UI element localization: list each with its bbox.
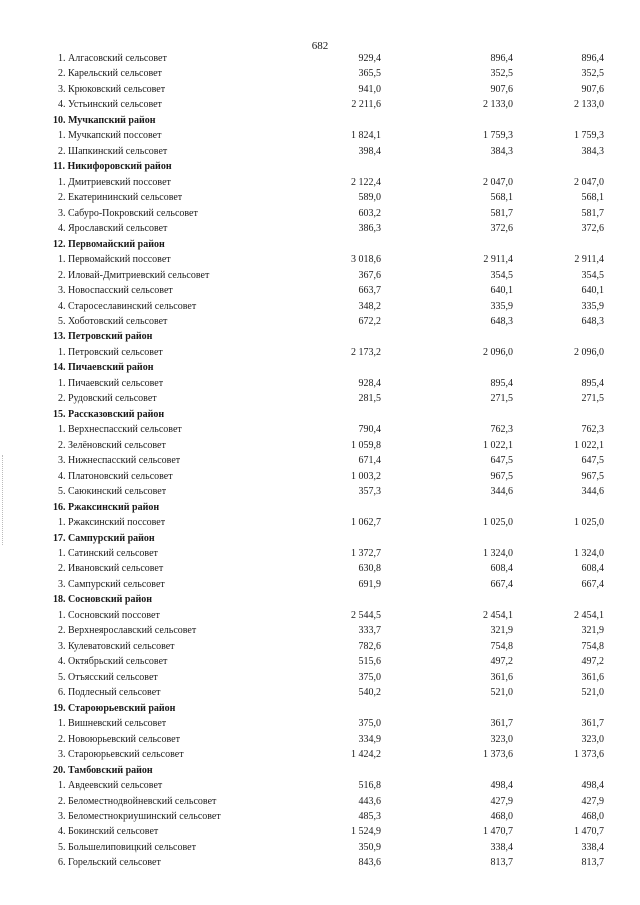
value-col-3: 2 911,4	[574, 254, 604, 266]
value-col-2: 1 324,0	[483, 548, 513, 559]
district-name: 19. Староюрьевский район	[53, 702, 176, 714]
value-col-3: 1 373,6	[574, 749, 604, 761]
value-col-3: 498,4	[581, 780, 604, 792]
value-col-3: 344,6	[581, 486, 604, 498]
value-col-3: 323,0	[581, 733, 604, 745]
district-name: 16. Ржаксинский район	[53, 501, 160, 513]
value-col-2: 2 911,4	[483, 254, 513, 266]
municipality-name: 3. Кулеватовский сельсовет	[58, 640, 175, 652]
municipality-name: 5. Большелиповицкий сельсовет	[58, 841, 196, 853]
district-header-row	[0, 329, 640, 344]
value-col-2: 323,0	[490, 733, 513, 745]
value-col-2: 468,0	[490, 810, 513, 822]
value-col-1: 1 372,7	[351, 548, 381, 559]
table-row	[0, 252, 640, 267]
municipality-name: 2. Карельский сельсовет	[58, 68, 162, 80]
value-col-1: 663,7	[358, 285, 381, 297]
municipality-name: 1. Вишневский сельсовет	[58, 718, 167, 730]
value-col-1: 2 122,4	[351, 176, 381, 188]
table-row	[0, 469, 640, 484]
municipality-name: 4. Платоновский сельсовет	[58, 470, 173, 482]
district-name: 20. Тамбовский район	[53, 764, 153, 776]
value-col-2: 2 133,0	[483, 99, 513, 111]
value-col-3: 352,5	[581, 68, 604, 80]
value-col-2: 2 096,0	[483, 346, 513, 358]
value-col-2: 762,3	[490, 424, 513, 436]
table-row	[0, 422, 640, 437]
value-col-1: 375,0	[358, 718, 381, 730]
value-col-3: 754,8	[581, 640, 604, 652]
value-col-2: 1 373,6	[483, 749, 513, 761]
value-col-2: 372,6	[490, 223, 513, 235]
value-col-1: 1 059,8	[351, 439, 381, 451]
value-col-2: 427,9	[490, 795, 513, 807]
value-col-1: 357,3	[358, 486, 381, 498]
municipality-name: 6. Подлесный сельсовет	[58, 687, 161, 699]
value-col-2: 754,8	[490, 640, 513, 652]
municipality-name: 4. Старосеславинский сельсовет	[58, 300, 197, 312]
municipality-name: 1. Верхнеспасский сельсовет	[58, 424, 182, 436]
value-col-1: 367,6	[358, 269, 381, 281]
value-col-2: 1 470,7	[483, 826, 513, 838]
table-row	[0, 268, 640, 283]
value-col-2: 354,5	[490, 269, 513, 281]
value-col-1: 790,4	[358, 424, 381, 436]
table-row	[0, 376, 640, 391]
value-col-2: 608,4	[490, 563, 513, 575]
value-col-3: 2 454,1	[574, 609, 604, 621]
municipality-name: 1. Мучкапский поссовет	[58, 130, 162, 142]
value-col-3: 338,4	[581, 841, 604, 853]
value-col-2: 568,1	[490, 192, 513, 204]
district-header-row	[0, 701, 640, 716]
table-row	[0, 561, 640, 576]
municipality-name: 2. Зелёновский сельсовет	[58, 439, 166, 451]
value-col-1: 443,6	[358, 795, 381, 807]
value-col-1: 671,4	[358, 455, 381, 467]
value-col-3: 1 470,7	[574, 826, 604, 838]
value-col-2: 895,4	[490, 377, 513, 389]
page-number: 682	[311, 40, 329, 52]
value-col-2: 521,0	[490, 687, 513, 699]
table-row	[0, 623, 640, 638]
table-row	[0, 283, 640, 298]
value-col-1: 2 544,5	[351, 609, 381, 621]
table-row	[0, 438, 640, 453]
table-row	[0, 66, 640, 81]
municipality-name: 3. Крюковский сельсовет	[58, 83, 166, 95]
value-col-3: 497,2	[581, 656, 604, 668]
value-col-3: 640,1	[581, 285, 604, 297]
value-col-1: 928,4	[358, 377, 381, 389]
table-row	[0, 175, 640, 190]
municipality-name: 2. Беломестнодвойневский сельсовет	[58, 795, 217, 807]
municipality-name: 3. Сампурский сельсовет	[58, 578, 165, 590]
district-header-row	[0, 360, 640, 375]
value-col-2: 352,5	[490, 68, 513, 80]
municipality-name: 5. Отъясский сельсовет	[58, 671, 158, 683]
value-col-3: 967,5	[581, 470, 604, 482]
table-row	[0, 314, 640, 329]
district-name: 17. Сампурский район	[53, 532, 155, 544]
value-col-1: 515,6	[358, 656, 381, 668]
value-col-2: 647,5	[490, 455, 513, 467]
district-header-row	[0, 531, 640, 546]
value-col-3: 335,9	[581, 300, 604, 312]
table-row	[0, 345, 640, 360]
value-col-1: 672,2	[358, 315, 381, 327]
district-name: 13. Петровский район	[53, 331, 153, 343]
value-col-2: 813,7	[490, 857, 513, 869]
municipality-name: 1. Первомайский поссовет	[58, 254, 171, 266]
municipality-name: 3. Сабуро-Покровский сельсовет	[58, 207, 198, 219]
value-col-2: 335,9	[490, 300, 513, 312]
value-col-1: 782,6	[358, 640, 381, 652]
table-row	[0, 824, 640, 839]
value-col-3: 1 025,0	[574, 517, 604, 529]
table-row	[0, 51, 640, 66]
value-col-3: 427,9	[581, 795, 604, 807]
table-row	[0, 685, 640, 700]
value-col-2: 667,4	[490, 578, 513, 590]
value-col-3: 647,5	[581, 455, 604, 467]
district-name: 14. Пичаевский район	[53, 362, 154, 374]
value-col-2: 581,7	[490, 207, 513, 219]
value-col-1: 2 173,2	[351, 346, 381, 358]
value-col-1: 540,2	[358, 687, 381, 699]
table-row	[0, 732, 640, 747]
value-col-3: 907,6	[581, 83, 604, 95]
table-row	[0, 577, 640, 592]
table-row	[0, 221, 640, 236]
table-row	[0, 747, 640, 762]
value-col-2: 1 022,1	[483, 439, 513, 451]
table-row	[0, 97, 640, 112]
municipality-name: 4. Октябрьский сельсовет	[58, 656, 168, 668]
value-col-1: 843,6	[358, 857, 381, 869]
municipality-name: 5. Саюкинский сельсовет	[58, 486, 167, 498]
municipality-name: 2. Иловай-Дмитриевский сельсовет	[58, 269, 210, 281]
municipality-name: 4. Устьинский сельсовет	[58, 99, 162, 111]
value-col-2: 384,3	[490, 145, 513, 157]
value-col-2: 1 759,3	[483, 130, 513, 142]
municipality-name: 3. Староюрьевский сельсовет	[58, 749, 184, 761]
table-row	[0, 546, 640, 561]
table-row	[0, 855, 640, 870]
district-header-row	[0, 407, 640, 422]
value-col-3: 895,4	[581, 377, 604, 389]
value-col-3: 896,4	[581, 53, 604, 64]
table-row	[0, 515, 640, 530]
value-col-3: 1 324,0	[574, 548, 604, 559]
table-row	[0, 128, 640, 143]
municipality-name: 2. Новоюрьевский сельсовет	[58, 733, 180, 745]
value-col-1: 1 524,9	[351, 826, 381, 838]
table-row	[0, 144, 640, 159]
value-col-1: 375,0	[358, 671, 381, 683]
value-col-3: 361,6	[581, 671, 604, 683]
table-row	[0, 809, 640, 824]
value-col-1: 350,9	[358, 841, 381, 853]
value-col-2: 648,3	[490, 315, 513, 327]
municipality-name: 1. Алгасовский сельсовет	[58, 53, 167, 64]
district-header-row	[0, 500, 640, 515]
value-col-3: 581,7	[581, 207, 604, 219]
municipality-name: 2. Екатерининский сельсовет	[58, 192, 183, 204]
value-col-2: 271,5	[490, 393, 513, 405]
municipality-name: 1. Петровский сельсовет	[58, 346, 163, 358]
municipality-name: 1. Дмитриевский поссовет	[58, 176, 171, 188]
table-row	[0, 840, 640, 855]
value-col-3: 568,1	[581, 192, 604, 204]
value-col-2: 896,4	[490, 53, 513, 64]
value-col-1: 929,4	[358, 53, 381, 64]
district-header-row	[0, 592, 640, 607]
municipality-name: 4. Бокинский сельсовет	[58, 826, 159, 838]
table-row	[0, 484, 640, 499]
value-col-1: 1 003,2	[351, 470, 381, 482]
value-col-1: 334,9	[358, 733, 381, 745]
value-col-1: 630,8	[358, 563, 381, 575]
district-header-row	[0, 237, 640, 252]
district-name: 10. Мучкапский район	[53, 114, 156, 126]
value-col-2: 344,6	[490, 486, 513, 498]
table-row	[0, 190, 640, 205]
value-col-2: 967,5	[490, 470, 513, 482]
table-row	[0, 654, 640, 669]
municipality-name: 2. Шапкинский сельсовет	[58, 145, 168, 157]
value-col-3: 468,0	[581, 810, 604, 822]
municipality-name: 1. Ржаксинский поссовет	[58, 517, 166, 529]
table-row	[0, 299, 640, 314]
table-row	[0, 670, 640, 685]
value-col-3: 384,3	[581, 145, 604, 157]
value-col-2: 640,1	[490, 285, 513, 297]
value-col-2: 361,7	[490, 718, 513, 730]
district-name: 12. Первомайский район	[53, 238, 165, 250]
municipality-name: 3. Беломестнокриушинский сельсовет	[58, 810, 221, 822]
value-col-3: 762,3	[581, 424, 604, 436]
value-col-3: 2 096,0	[574, 346, 604, 358]
value-col-1: 398,4	[358, 145, 381, 157]
value-col-2: 498,4	[490, 780, 513, 792]
municipality-name: 3. Нижнеспасский сельсовет	[58, 455, 181, 467]
value-col-3: 1 022,1	[574, 439, 604, 451]
value-col-1: 2 211,6	[351, 99, 381, 111]
municipality-name: 3. Новоспасский сельсовет	[58, 285, 173, 297]
value-col-2: 361,6	[490, 671, 513, 683]
district-name: 18. Сосновский район	[53, 594, 153, 606]
value-col-3: 372,6	[581, 223, 604, 235]
value-col-2: 321,9	[490, 625, 513, 637]
value-col-2: 1 025,0	[483, 517, 513, 529]
value-col-1: 485,3	[358, 810, 381, 822]
table-row	[0, 608, 640, 623]
budget-table	[0, 51, 640, 871]
value-col-1: 1 062,7	[351, 517, 381, 529]
municipality-name: 2. Ивановский сельсовет	[58, 563, 164, 575]
table-row	[0, 391, 640, 406]
value-col-1: 1 824,1	[351, 130, 381, 142]
municipality-name: 1. Сатинский сельсовет	[58, 548, 158, 559]
value-col-3: 2 133,0	[574, 99, 604, 111]
value-col-3: 521,0	[581, 687, 604, 699]
municipality-name: 1. Сосновский поссовет	[58, 609, 160, 621]
value-col-1: 365,5	[358, 68, 381, 80]
value-col-2: 2 047,0	[483, 176, 513, 188]
value-col-1: 516,8	[358, 780, 381, 792]
table-row	[0, 82, 640, 97]
value-col-2: 907,6	[490, 83, 513, 95]
value-col-1: 589,0	[358, 192, 381, 204]
district-header-row	[0, 159, 640, 174]
value-col-1: 3 018,6	[351, 254, 381, 266]
value-col-3: 361,7	[581, 718, 604, 730]
value-col-3: 271,5	[581, 393, 604, 405]
table-row	[0, 206, 640, 221]
value-col-1: 333,7	[358, 625, 381, 637]
value-col-1: 691,9	[358, 578, 381, 590]
table-row	[0, 794, 640, 809]
municipality-name: 1. Авдеевский сельсовет	[58, 780, 163, 792]
value-col-3: 667,4	[581, 578, 604, 590]
district-header-row	[0, 763, 640, 778]
table-row	[0, 778, 640, 793]
municipality-name: 6. Горельский сельсовет	[58, 857, 161, 869]
value-col-2: 2 454,1	[483, 609, 513, 621]
value-col-3: 648,3	[581, 315, 604, 327]
municipality-name: 2. Рудовский сельсовет	[58, 393, 157, 405]
value-col-1: 348,2	[358, 300, 381, 312]
table-row	[0, 639, 640, 654]
district-name: 15. Рассказовский район	[53, 408, 165, 420]
table-row	[0, 716, 640, 731]
value-col-3: 354,5	[581, 269, 604, 281]
value-col-3: 2 047,0	[574, 176, 604, 188]
municipality-name: 1. Пичаевский сельсовет	[58, 377, 164, 389]
municipality-name: 2. Верхнеярославский сельсовет	[58, 625, 197, 637]
value-col-3: 608,4	[581, 563, 604, 575]
value-col-1: 941,0	[358, 83, 381, 95]
table-row	[0, 453, 640, 468]
value-col-1: 603,2	[358, 207, 381, 219]
value-col-3: 321,9	[581, 625, 604, 637]
value-col-1: 1 424,2	[351, 749, 381, 761]
value-col-2: 497,2	[490, 656, 513, 668]
value-col-2: 338,4	[490, 841, 513, 853]
district-header-row	[0, 113, 640, 128]
municipality-name: 4. Ярославский сельсовет	[58, 223, 168, 235]
value-col-1: 386,3	[358, 223, 381, 235]
value-col-1: 281,5	[358, 393, 381, 405]
district-name: 11. Никифоровский район	[53, 161, 172, 173]
municipality-name: 5. Хоботовский сельсовет	[58, 315, 168, 327]
value-col-3: 813,7	[581, 857, 604, 869]
value-col-3: 1 759,3	[574, 130, 604, 142]
